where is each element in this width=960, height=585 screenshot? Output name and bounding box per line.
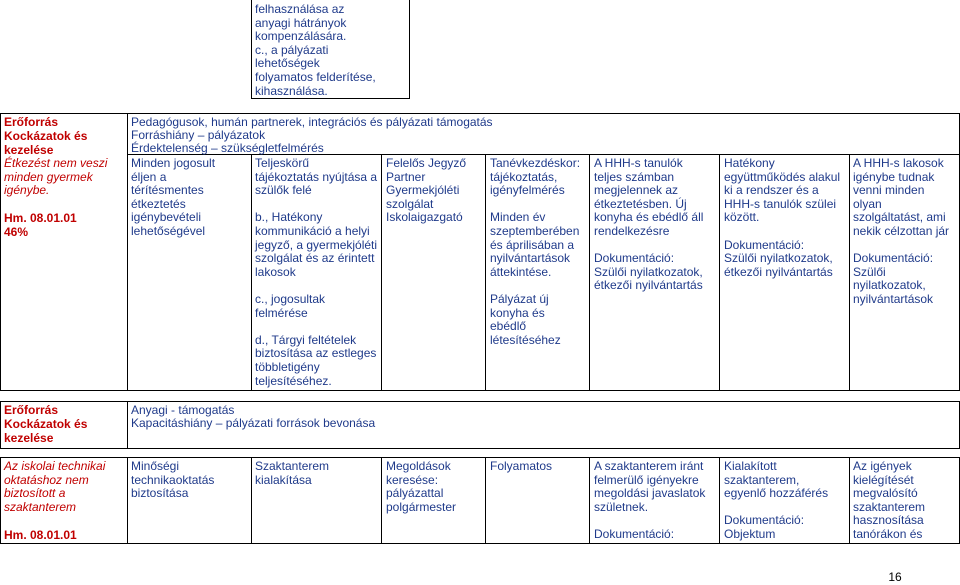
table-left-border-2 <box>0 401 1 449</box>
section3-bottom-border <box>0 543 960 544</box>
s3-col-divider-a <box>251 457 252 544</box>
page-number: 16 <box>888 570 902 584</box>
s1-problem-text: Étkezést nem veszi minden gyermek igénybe. <box>4 156 108 198</box>
col-divider-left-1 <box>127 113 128 391</box>
s3-col-divider-f <box>849 457 850 544</box>
s2-line-2: Kapacitáshiány – pályázati források bevonása <box>131 416 376 430</box>
s1-resource-heading: Erőforrás <box>4 115 59 129</box>
s3-col-divider-b <box>381 457 382 544</box>
section1-bottom-border <box>0 390 960 391</box>
s1-col-divider-d <box>589 154 590 391</box>
s3-task-cell: Szaktanterem kialakítása <box>255 459 330 487</box>
s1-risk-heading: Kockázatok és kezelése <box>4 129 88 157</box>
s1-deadline-cell: Tanévkezdéskor: tájékoztatás, igényfelmérés Minden év szeptemberében és áprilisában a nyilvántartások áttekintése. Pályázat új konyha és ebédlő létesítéséhez <box>490 156 581 347</box>
table-left-border-1 <box>0 113 1 391</box>
s3-col-divider-e <box>719 457 720 544</box>
s3-deadline-cell: Folyamatos <box>490 459 553 473</box>
top-cell-right-border <box>409 0 410 99</box>
s1-col-divider-e <box>719 154 720 391</box>
s1-col-divider-a <box>251 154 252 391</box>
s1-task-cell: Teljeskörű tájékoztatás nyújtása a szülők felé b., Hatékony kommunikáció a helyi jegyző, a gyermekjóléti szolgálat és az érintett lakosok c., jogosultak felmérése d., Tárgyi feltételek biztosítása az estleges többletigény teljesítéséhez. <box>255 156 378 388</box>
s1-header-line-3: Érdektelenség – szükségletfelmérés <box>131 141 324 155</box>
s3-problem-text: Az iskolai technikai oktatáshoz nem biztosított a szaktanterem <box>4 459 106 514</box>
section3-top-border <box>0 457 960 458</box>
s3-indicator-mid-cell: Kialakított szaktanterem, egyenlő hozzáférés Dokumentáció: Objektum <box>724 459 829 541</box>
s2-line-1: Anyagi - támogatás <box>131 403 235 417</box>
s1-indicator-short-cell: A HHH-s tanulók teljes számban megjelennek az étkeztetésben. Új konyha és ebédlő áll rendelkezésre Dokumentáció: Szülői nyilatkozatok, étkezői nyilvántartás <box>594 156 704 293</box>
table-left-border-3 <box>0 457 1 544</box>
s3-goal-cell: Minőségi technikaoktatás biztosítása <box>131 459 215 501</box>
s1-goal-cell: Minden jogosult éljen a térítésmentes étkeztetés igénybevételi lehetőségével <box>131 156 216 238</box>
s3-col-divider-d <box>589 457 590 544</box>
top-cell-left-border <box>251 0 252 99</box>
col-divider-left-3 <box>127 457 128 544</box>
s2-risk-heading: Kockázatok és kezelése <box>4 417 88 445</box>
s1-responsible-cell: Felelős Jegyző Partner Gyermekjóléti szolgálat Iskolaigazgató <box>386 156 467 225</box>
s2-resource-heading: Erőforrás <box>4 403 59 417</box>
section2-bottom-border <box>0 448 960 449</box>
s3-indicator-long-cell: Az igények kielégítését megvalósító szaktanterem hasznosítása tanórákon és <box>853 459 926 541</box>
s3-stat-text: Hm. 08.01.01 <box>4 528 77 542</box>
col-divider-left-2 <box>127 401 128 449</box>
section2-top-border <box>0 401 960 402</box>
s1-col-divider-b <box>381 154 382 391</box>
s1-col-divider-c <box>485 154 486 391</box>
s3-col-divider-c <box>485 457 486 544</box>
top-fragment-text: felhasználása az anyagi hátrányok kompenzálására. c., a pályázati lehetőségek folyamatos felderítése, kihasználása. <box>255 2 376 98</box>
s1-stat-text: Hm. 08.01.01 46% <box>4 211 77 239</box>
s3-indicator-short-cell: A szaktanterem iránt felmerülő igényekre megoldási javaslatok születnek. Dokumentáció: <box>594 459 706 541</box>
section1-top-border <box>0 113 960 114</box>
s1-header-line-1: Pedagógusok, humán partnerek, integrációs és pályázati támogatás <box>131 115 493 129</box>
s3-responsible-cell: Megoldások keresése: pályázattal polgármester <box>386 459 457 514</box>
s1-indicator-long-cell: A HHH-s lakosok igénybe tudnak venni minden olyan szolgáltatást, ami nekik célzottan jár Dokumentáció: Szülői nyilatkozatok, nyilvántartások <box>853 156 950 306</box>
s1-indicator-mid-cell: Hatékony együttműködés alakul ki a rendszer és a HHH-s tanulók szülei között. Dokumentáció: Szülői nyilatkozatok, étkezői nyilvántartás <box>724 156 841 279</box>
s1-header-line-2: Forráshiány – pályázatok <box>131 128 266 142</box>
s1-col-divider-f <box>849 154 850 391</box>
